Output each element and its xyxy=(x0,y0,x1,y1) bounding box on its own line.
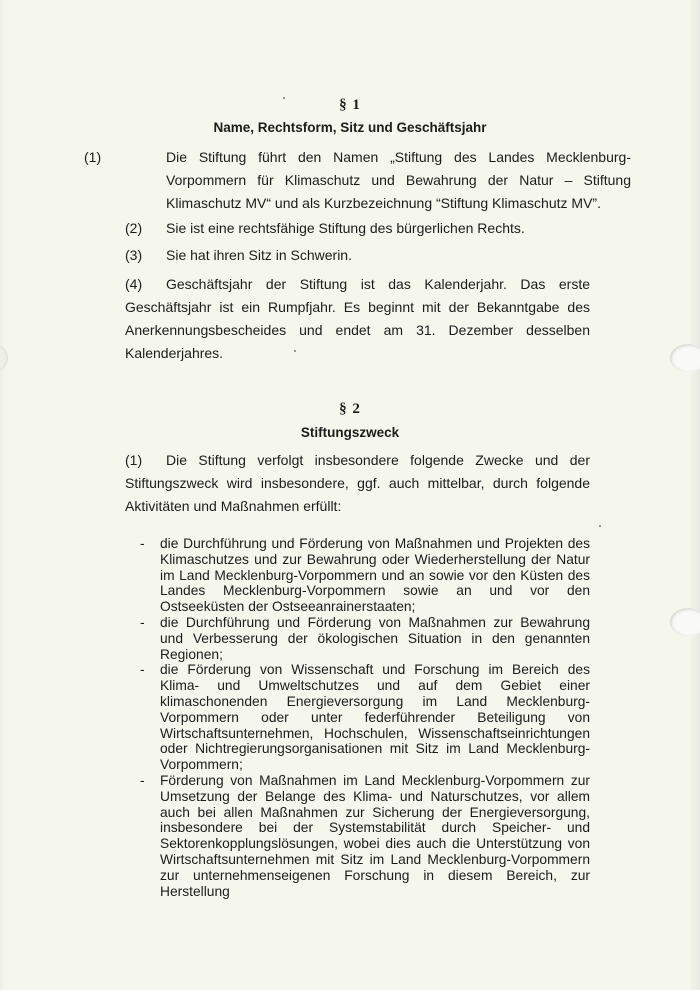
bullet-dash: - xyxy=(140,662,145,678)
paragraph xyxy=(125,217,590,240)
paragraph-number: (3) xyxy=(125,247,143,263)
punch-hole xyxy=(670,608,700,636)
paragraph xyxy=(125,244,590,267)
paragraph xyxy=(125,273,590,365)
paragraph-number: (1) xyxy=(84,149,102,165)
section-number: § 2 xyxy=(339,401,361,417)
paragraph-text: Die Stiftung verfolgt insbesondere folgende Zwecke und der Stiftungszweck wird insbesondere, ggf. auch mittelbar, durch folgende Aktivitäten und Maßnahmen erfüllt: xyxy=(125,452,590,514)
paragraph-text: Die Stiftung führt den Namen „Stiftung des Landes Mecklenburg-Vorpommern für Klimaschutz und Bewahrung der Natur – Stiftung Klimaschutz MV“ und als Kurzbezeichnung “Stiftung Klimaschutz MV”. xyxy=(166,149,631,211)
bullet-dash: - xyxy=(140,772,145,788)
bullet-dash: - xyxy=(140,536,145,551)
paragraph-text: Sie ist eine rechtsfähige Stiftung des bürgerlichen Rechts. xyxy=(166,220,525,236)
list-item xyxy=(136,773,590,899)
list-item xyxy=(136,615,590,662)
scan-edge-right xyxy=(690,0,700,990)
punch-hole xyxy=(0,344,8,372)
scan-speck xyxy=(599,525,601,527)
section-title: Name, Rechtsform, Sitz und Geschäftsjahr xyxy=(213,120,487,135)
list-item-text: die Förderung von Wissenschaft und Forschung im Bereich des Klima- und Umweltschutzes und auf dem Gebiet einer klimaschonenden Energieversorgung im Land Mecklenburg-Vorpommern oder unter federführender Beteiligung von Wirtschaftsunternehmen, Hochschulen, Wissenschaftseinrichtungen oder Nichtregierungsorganisationen mit Sitz im Land Mecklenburg-Vorpommern; xyxy=(160,662,590,773)
paragraph-text: Sie hat ihren Sitz in Schwerin. xyxy=(166,247,352,263)
paragraph-number: (1) xyxy=(125,452,143,468)
paragraph-number: (4) xyxy=(125,276,143,292)
paragraph-text: Geschäftsjahr der Stiftung ist das Kalenderjahr. Das erste Geschäftsjahr ist ein Rumpfjahr. Es beginnt mit der Bekanntgabe des Anerkennungsbescheides und endet am 31. Dezember desselben Kalenderjahres. xyxy=(125,276,590,361)
section-number: § 1 xyxy=(339,97,361,113)
paragraph-number: (2) xyxy=(125,220,143,236)
section-title: Stiftungszweck xyxy=(300,425,400,440)
list-item xyxy=(136,662,590,773)
list-item-text: Förderung von Maßnahmen im Land Mecklenburg-Vorpommern zur Umsetzung der Belange des Klima- und Naturschutzes, vor allem auch bei allen Maßnahmen zur Sicherung der Energieversorgung, insbesondere bei der Systemstabilität durch Speicher- und Sektorenkopplungslösungen, wobei dies auch die Unterstützung von Wirtschaftsunternehmen mit Sitz im Land Mecklenburg-Vorpommern zur unternehmenseigenen Forschung in diesem Bereich, zur Herstellung xyxy=(160,772,590,899)
purpose-list xyxy=(136,536,590,899)
list-item xyxy=(136,536,590,615)
list-item-text: die Durchführung und Förderung von Maßnahmen und Projekten des Klimaschutzes und zur Bewahrung oder Wiederherstellung der Natur im Land Mecklenburg-Vorpommern und an sowie vor den Küsten des Landes Mecklenburg-Vorpommern sowie an und vor den Ostseeküsten der Ostseeanrainerstaaten; xyxy=(160,536,590,615)
punch-hole xyxy=(670,344,700,372)
scan-edge-left xyxy=(0,0,6,990)
bullet-dash: - xyxy=(140,614,145,630)
paragraph xyxy=(84,146,631,215)
paragraph xyxy=(125,449,590,518)
list-item-text: die Durchführung und Förderung von Maßnahmen zur Bewahrung und Verbesserung der ökologischen Situation in den genannten Regionen; xyxy=(160,614,590,662)
